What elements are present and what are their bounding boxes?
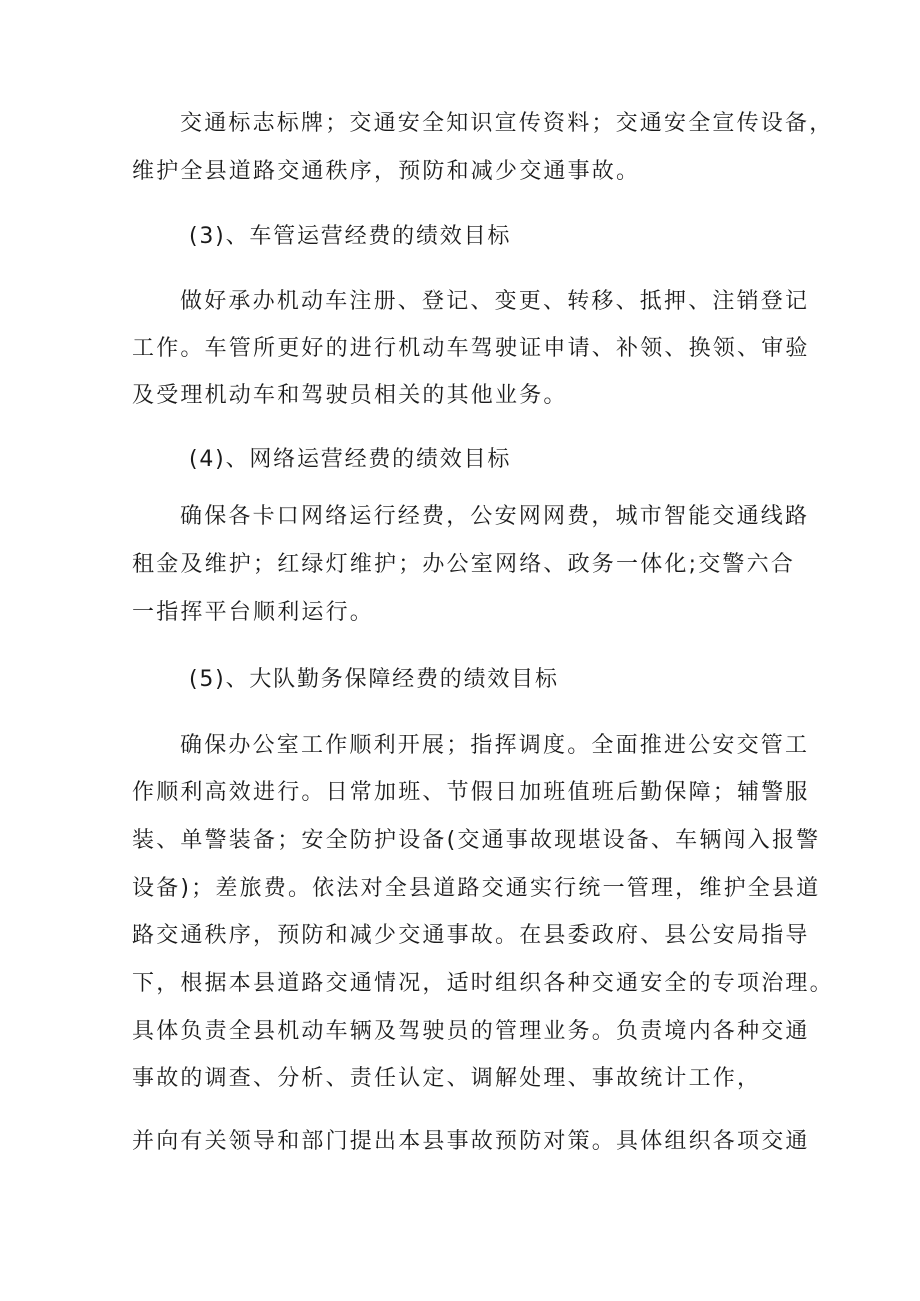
paragraph-3-line-2: 租金及维护；红绿灯维护；办公室网络、政务一体化;交警六合 [132,552,796,577]
paragraph-3-line-3: 一指挥平台顺利运行。 [132,600,375,625]
paragraph-1-line-1: 交通标志标牌；交通安全知识宣传资料；交通安全宣传设备， [180,111,834,136]
paragraph-2-line-2: 工作。车管所更好的进行机动车驾驶证申请、补领、换领、审验 [132,336,810,361]
paragraph-4-line-2: 作顺利高效进行。日常加班、节假日加班值班后勤保障；辅警服 [132,780,810,805]
section-heading-5: (5)、大队勤务保障经费的绩效目标 [189,667,559,692]
paragraph-4-line-8: 事故的调查、分析、责任认定、调解处理、事故统计工作， [132,1066,762,1091]
paragraph-2-line-3: 及受理机动车和驾驶员相关的其他业务。 [132,383,568,408]
paragraph-4-line-7: 具体负责全县机动车辆及驾驶员的管理业务。负责境内各种交通 [132,1019,810,1044]
section-heading-4: (4)、网络运营经费的绩效目标 [189,447,512,472]
paragraph-4-line-6: 下，根据本县道路交通情况，适时组织各种交通安全的专项治理。 [132,971,834,996]
paragraph-3-line-1: 确保各卡口网络运行经费，公安网网费，城市智能交通线路 [180,504,810,529]
paragraph-5-line-1: 并向有关领导和部门提出本县事故预防对策。具体组织各项交通 [132,1129,810,1154]
section-heading-3: (3)、车管运营经费的绩效目标 [189,224,512,249]
paragraph-1-line-2: 维护全县道路交通秩序，预防和减少交通事故。 [132,159,641,184]
paragraph-4-line-3: 装、单警装备；安全防护设备(交通事故现堪设备、车辆闯入报警 [132,828,821,853]
paragraph-4-line-1: 确保办公室工作顺利开展；指挥调度。全面推进公安交管工 [180,733,810,758]
paragraph-2-line-1: 做好承办机动车注册、登记、变更、转移、抵押、注销登记 [180,289,810,314]
paragraph-4-line-4: 设备)；差旅费。依法对全县道路交通实行统一管理，维护全县道 [132,876,821,901]
paragraph-4-line-5: 路交通秩序，预防和减少交通事故。在县委政府、县公安局指导 [132,923,810,948]
